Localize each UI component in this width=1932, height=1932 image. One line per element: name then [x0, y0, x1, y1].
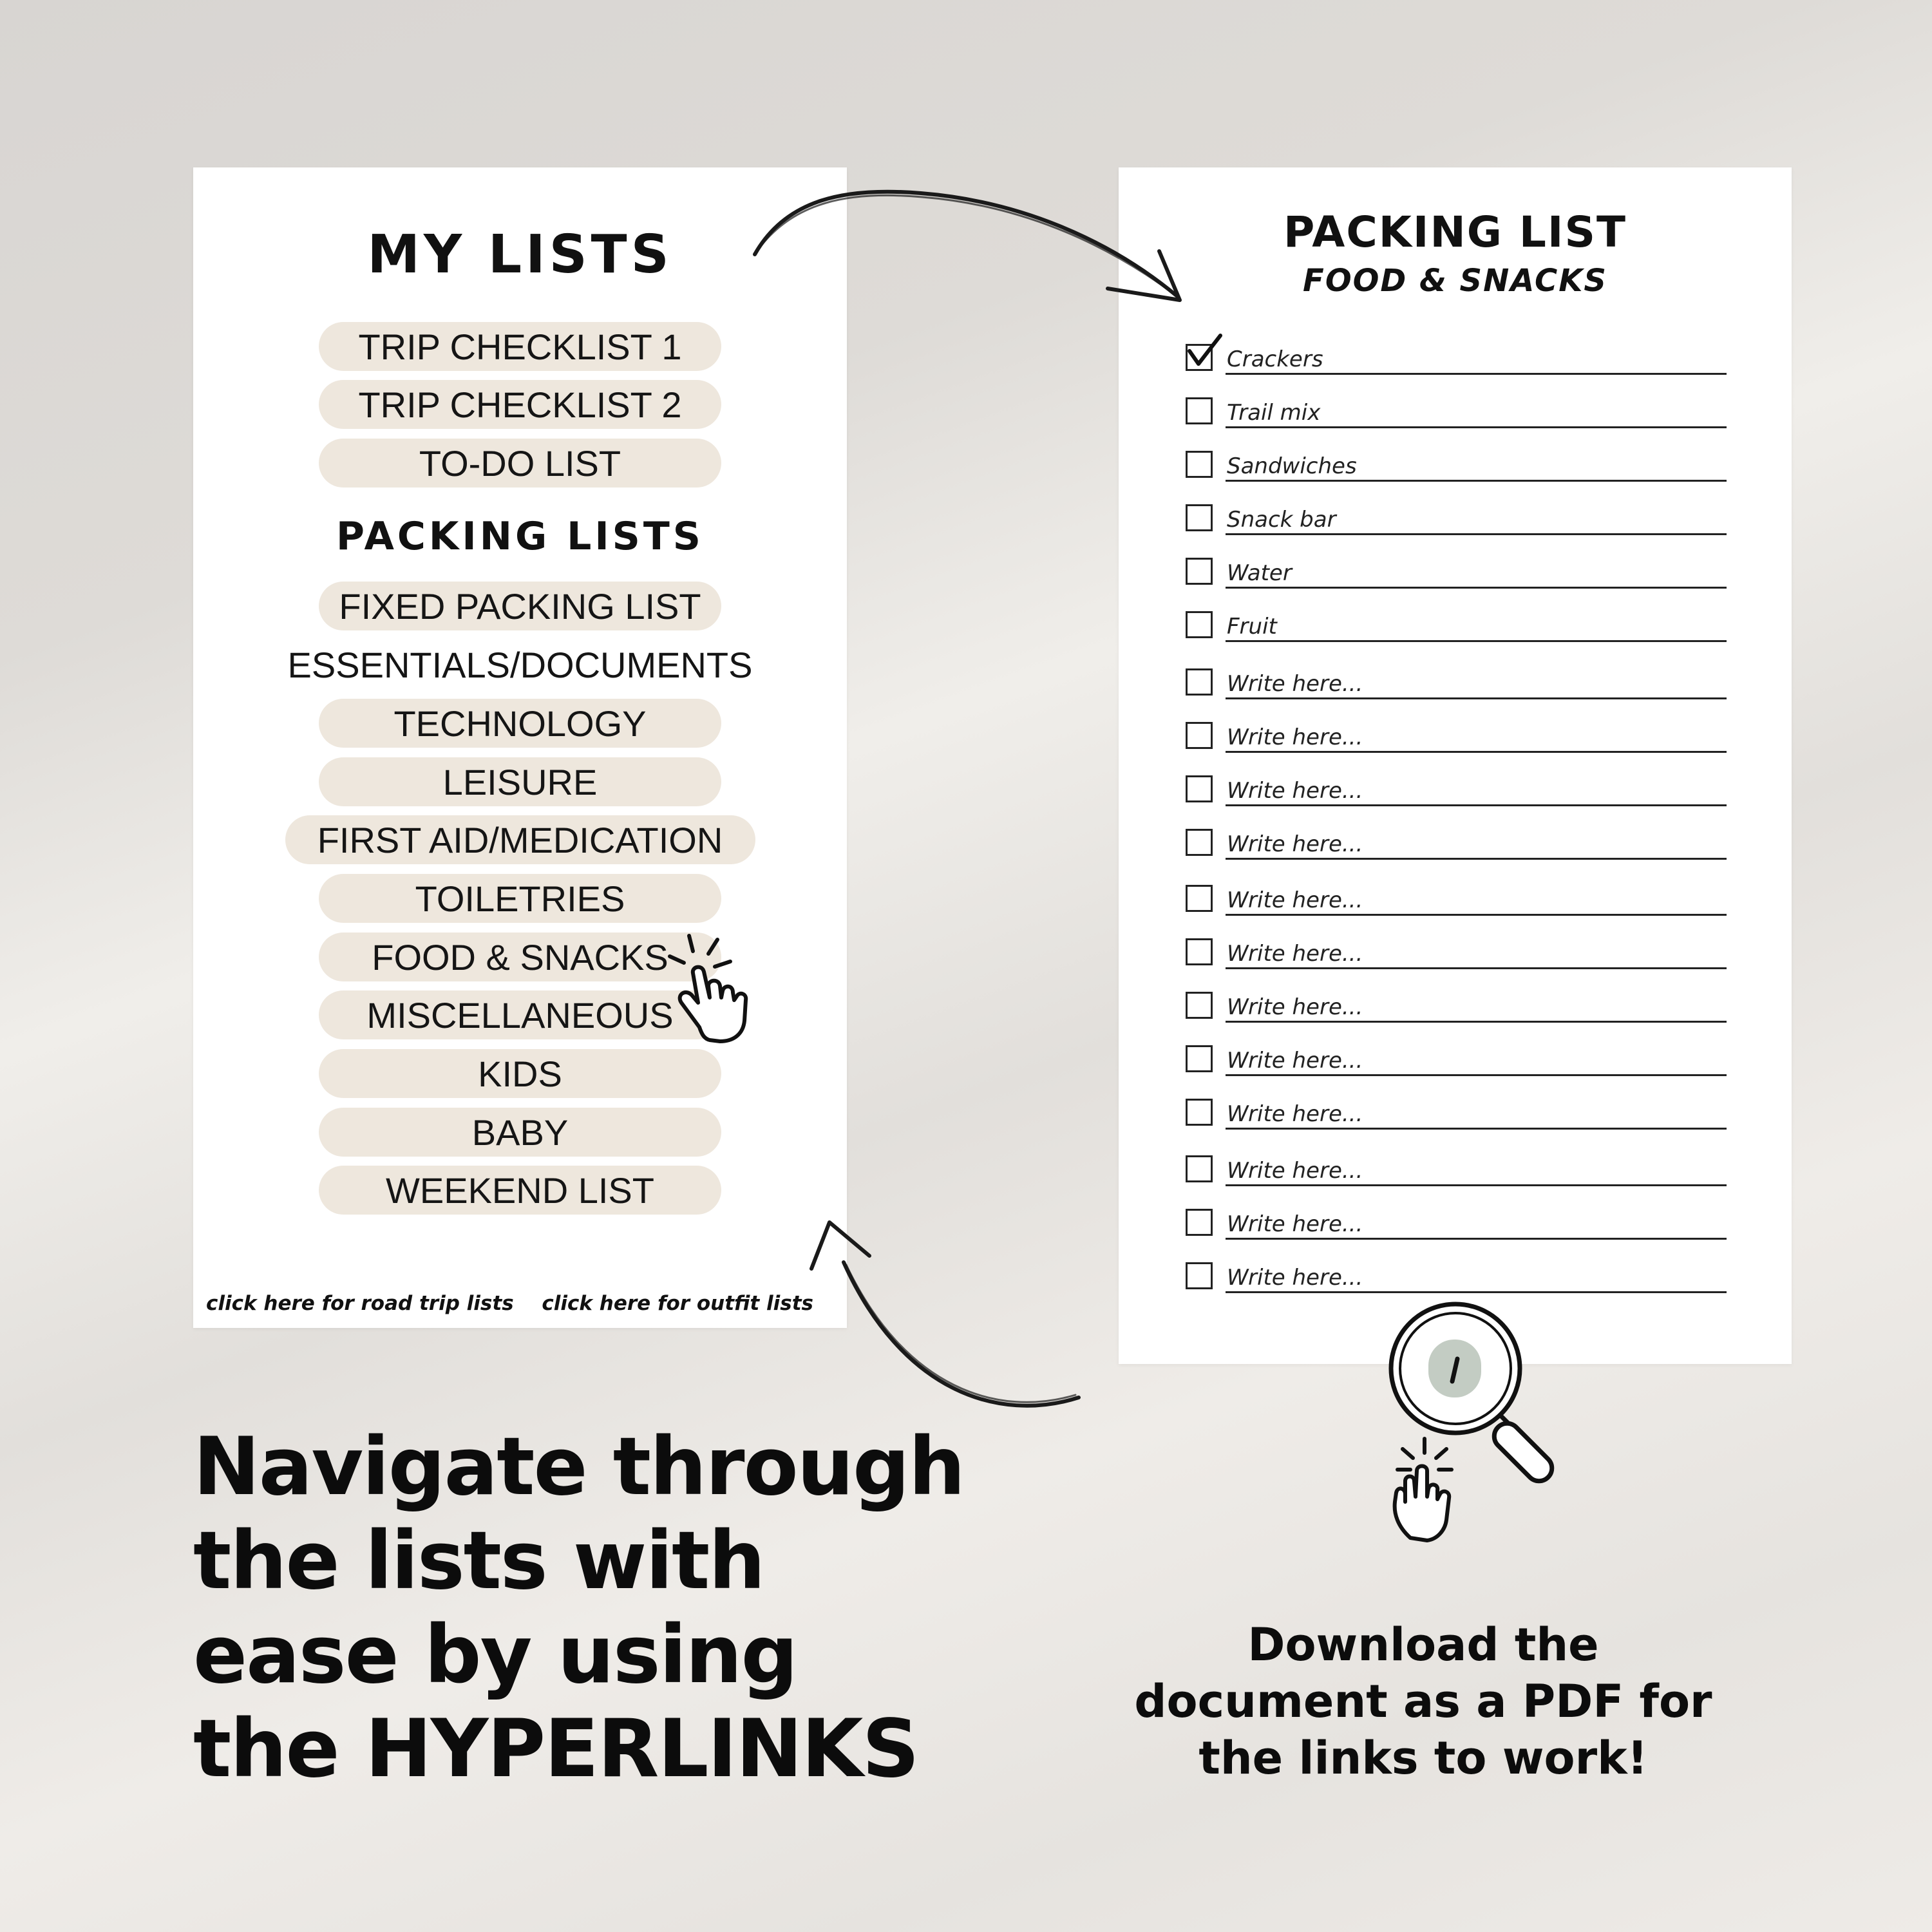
checklist-item-text[interactable]: Write here... [1227, 1158, 1363, 1184]
packing-list-link[interactable]: ESSENTIALS/DOCUMENTS [287, 644, 753, 685]
write-line [1226, 1021, 1727, 1023]
checkbox[interactable] [1186, 722, 1213, 749]
checklist-item-text[interactable]: Snack bar [1227, 507, 1336, 533]
packing-list-link[interactable]: LEISURE [319, 757, 721, 806]
checklist-row [1186, 1148, 1727, 1186]
hand-pointer-icon [663, 931, 760, 1046]
checklist-row [1186, 443, 1727, 482]
checklist-row [1186, 550, 1727, 589]
checklist-row [1186, 390, 1727, 428]
checklist-row [1186, 821, 1727, 860]
checkbox[interactable] [1186, 451, 1213, 478]
hand-pointer-icon [1378, 1430, 1475, 1546]
checklist-item-text[interactable]: Write here... [1227, 994, 1363, 1020]
write-line [1226, 1128, 1727, 1130]
caption-line: Navigate through [193, 1421, 964, 1513]
write-line [1226, 480, 1727, 482]
checklist-row [1186, 1255, 1727, 1293]
curved-arrow-icon [805, 1211, 1095, 1417]
my-list-link[interactable]: TRIP CHECKLIST 1 [319, 322, 721, 371]
packing-list-subtitle: FOOD & SNACKS [1303, 263, 1607, 299]
checklist-row [1186, 768, 1727, 806]
caption-line: the lists with [193, 1515, 764, 1607]
packing-list-link[interactable]: BABY [319, 1108, 721, 1157]
write-line [1226, 751, 1727, 753]
checklist-item-text[interactable]: Water [1227, 560, 1292, 586]
write-line [1226, 1074, 1727, 1076]
caption-line: ease by using [193, 1609, 797, 1701]
checklist-item-text[interactable]: Crackers [1227, 346, 1323, 372]
write-line [1226, 914, 1727, 916]
checklist-row [1186, 984, 1727, 1023]
caption-line: the HYPERLINKS [193, 1703, 918, 1795]
download-note-line: Download the [1247, 1618, 1599, 1671]
write-line [1226, 1238, 1727, 1240]
packing-list-link[interactable]: FIXED PACKING LIST [319, 582, 721, 630]
checkbox[interactable] [1186, 397, 1213, 424]
my-list-link[interactable]: TO-DO LIST [319, 439, 721, 488]
checklist-row [1186, 1201, 1727, 1240]
packing-list-link[interactable]: KIDS [319, 1049, 721, 1098]
my-list-link[interactable]: TRIP CHECKLIST 2 [319, 380, 721, 429]
checklist-item-text[interactable]: Fruit [1227, 614, 1277, 639]
my-lists-title: MY LISTS [367, 224, 673, 285]
write-line [1226, 1184, 1727, 1186]
write-line [1226, 640, 1727, 642]
my-lists-page [193, 167, 847, 1328]
packing-list-link[interactable]: WEEKEND LIST [319, 1166, 721, 1215]
packing-lists-title: PACKING LISTS [336, 514, 704, 559]
checklist-row [1186, 877, 1727, 916]
checklist-row [1186, 497, 1727, 535]
checklist-item-text[interactable]: Write here... [1227, 887, 1363, 913]
download-note-line: the links to work! [1198, 1732, 1648, 1785]
checkbox[interactable] [1186, 668, 1213, 696]
checkbox[interactable] [1186, 558, 1213, 585]
packing-list-link[interactable]: TOILETRIES [319, 874, 721, 923]
checklist-row [1186, 1037, 1727, 1076]
checklist-item-text[interactable]: Write here... [1227, 778, 1363, 804]
checklist-item-text[interactable]: Trail mix [1227, 400, 1321, 426]
checklist-item-text[interactable]: Write here... [1227, 724, 1363, 750]
packing-list-link[interactable]: FIRST AID/MEDICATION [285, 815, 755, 864]
download-note [1095, 1616, 1752, 1786]
checkbox[interactable] [1186, 1262, 1213, 1289]
write-line [1226, 967, 1727, 969]
checkbox[interactable] [1186, 1045, 1213, 1072]
write-line [1226, 373, 1727, 375]
checkbox[interactable] [1186, 885, 1213, 912]
checklist-row [1186, 661, 1727, 699]
outfit-lists-link[interactable]: click here for outfit lists [542, 1292, 813, 1315]
checkbox[interactable] [1186, 992, 1213, 1019]
checkbox[interactable] [1186, 1155, 1213, 1182]
checklist-item-text[interactable]: Write here... [1227, 671, 1363, 697]
checklist-row [1186, 1091, 1727, 1130]
checklist-row [1186, 931, 1727, 969]
checklist-row [1186, 336, 1727, 375]
write-line [1226, 858, 1727, 860]
packing-list-title: PACKING LIST [1283, 207, 1627, 257]
curved-arrow-icon [747, 174, 1198, 316]
write-line [1226, 804, 1727, 806]
checkbox[interactable] [1186, 1099, 1213, 1126]
checkbox[interactable] [1186, 504, 1213, 531]
packing-list-page [1119, 167, 1792, 1364]
write-line [1226, 533, 1727, 535]
checkbox[interactable] [1186, 775, 1213, 802]
checklist-row [1186, 603, 1727, 642]
write-line [1226, 697, 1727, 699]
write-line [1226, 426, 1727, 428]
checklist-item-text[interactable]: Write here... [1227, 1265, 1363, 1291]
checkbox[interactable] [1186, 344, 1213, 371]
checklist-item-text[interactable]: Write here... [1227, 1048, 1363, 1074]
checkbox[interactable] [1186, 829, 1213, 856]
packing-list-link[interactable]: TECHNOLOGY [319, 699, 721, 748]
checklist-item-text[interactable]: Sandwiches [1227, 453, 1357, 479]
checkbox[interactable] [1186, 1209, 1213, 1236]
packing-list-link[interactable]: FOOD & SNACKS [319, 933, 721, 981]
checklist-item-text[interactable]: Write here... [1227, 1211, 1363, 1237]
road-trip-lists-link[interactable]: click here for road trip lists [206, 1292, 514, 1315]
write-line [1226, 1291, 1727, 1293]
packing-list-link[interactable]: MISCELLANEOUS [319, 990, 721, 1039]
checkbox[interactable] [1186, 938, 1213, 965]
checkmark-icon [1186, 332, 1224, 370]
checklist-row [1186, 714, 1727, 753]
checkbox[interactable] [1186, 611, 1213, 638]
hyperlinks-caption [193, 1420, 964, 1796]
checklist-item-text[interactable]: Write here... [1227, 941, 1363, 967]
download-note-line: document as a PDF for [1134, 1675, 1712, 1728]
write-line [1226, 587, 1727, 589]
checklist-item-text[interactable]: Write here... [1227, 1101, 1363, 1127]
checklist-item-text[interactable]: Write here... [1227, 831, 1363, 857]
